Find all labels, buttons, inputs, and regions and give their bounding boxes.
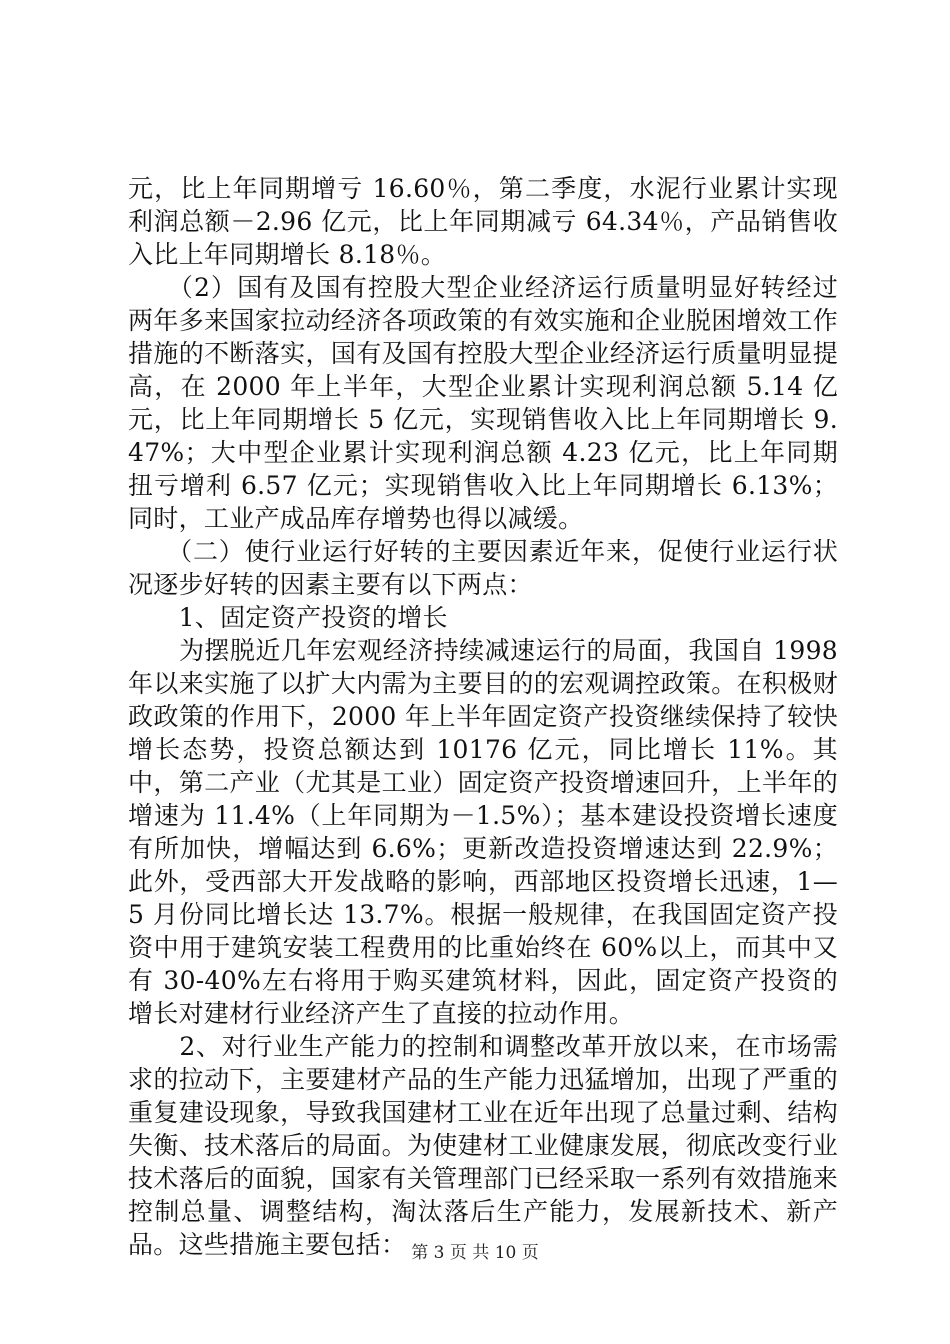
paragraph-1: 元，比上年同期增亏 16.60％，第二季度，水泥行业累计实现利润总额－2.96 亿元，比上年同期减亏 64.34％，产品销售收入比上年同期增长 8.18％。 bbox=[128, 174, 838, 269]
paragraph-2: （2）国有及国有控股大型企业经济运行质量明显好转经过两年多来国家拉动经济各项政策的有效实施和企业脱困增效工作措施的不断落实，国有及国有控股大型企业经济运行质量明显提高，在 2000 年上半年，大型企业累计实现利润总额 5.14 亿元，比上年同期增长 5 亿元，实现销售收入比上年同期增长 9.47%；大中型企业累计实现利润总额 4.23 亿元，比上年同期扭亏增利 6.57 亿元；实现销售收入比上年同期增长 6.13%；同时，工业产成品库存增势也得以减缓。 bbox=[128, 273, 838, 533]
paragraph-3: （二）使行业运行好转的主要因素近年来，促使行业运行状况逐步好转的因素主要有以下两点： bbox=[128, 537, 838, 599]
paragraph-5: 为摆脱近几年宏观经济持续减速运行的局面，我国自 1998 年以来实施了以扩大内需为主要目的的宏观调控政策。在积极财政政策的作用下，2000 年上半年固定资产投资继续保持了较快增长态势，投资总额达到 10176 亿元，同比增长 11%。其中，第二产业（尤其是工业）固定资产投资增速回升，上半年的增速为 11.4%（上年同期为－1.5%）；基本建设投资增长速度有所加快，增幅达到 6.6%；更新改造投资增速达到 22.9%；此外，受西部大开发战略的影响，西部地区投资增长迅速，1—5 月份同比增长达 13.7%。根据一般规律，在我国固定资产投资中用于建筑安装工程费用的比重始终在 60%以上，而其中又有 30-40%左右将用于购买建筑材料，因此，固定资产投资的增长对建材行业经济产生了直接的拉动作用。 bbox=[128, 636, 847, 1028]
paragraph-4: 1、固定资产投资的增长 bbox=[128, 603, 448, 632]
paragraph-6: 2、对行业生产能力的控制和调整改革开放以来，在市场需求的拉动下，主要建材产品的生产能力迅猛增加，出现了严重的重复建设现象，导致我国建材工业在近年出现了总量过剩、结构失衡、技术落后的局面。为使建材工业健康发展，彻底改变行业技术落后的面貌，国家有关管理部门已经采取一系列有效措施来控制总量、调整结构，淘汰落后生产能力，发展新技术、新产品。这些措施主要包括： bbox=[128, 1032, 838, 1259]
page-footer: 第 3 页 共 10 页 bbox=[411, 1243, 539, 1263]
document-body bbox=[128, 172, 847, 1261]
